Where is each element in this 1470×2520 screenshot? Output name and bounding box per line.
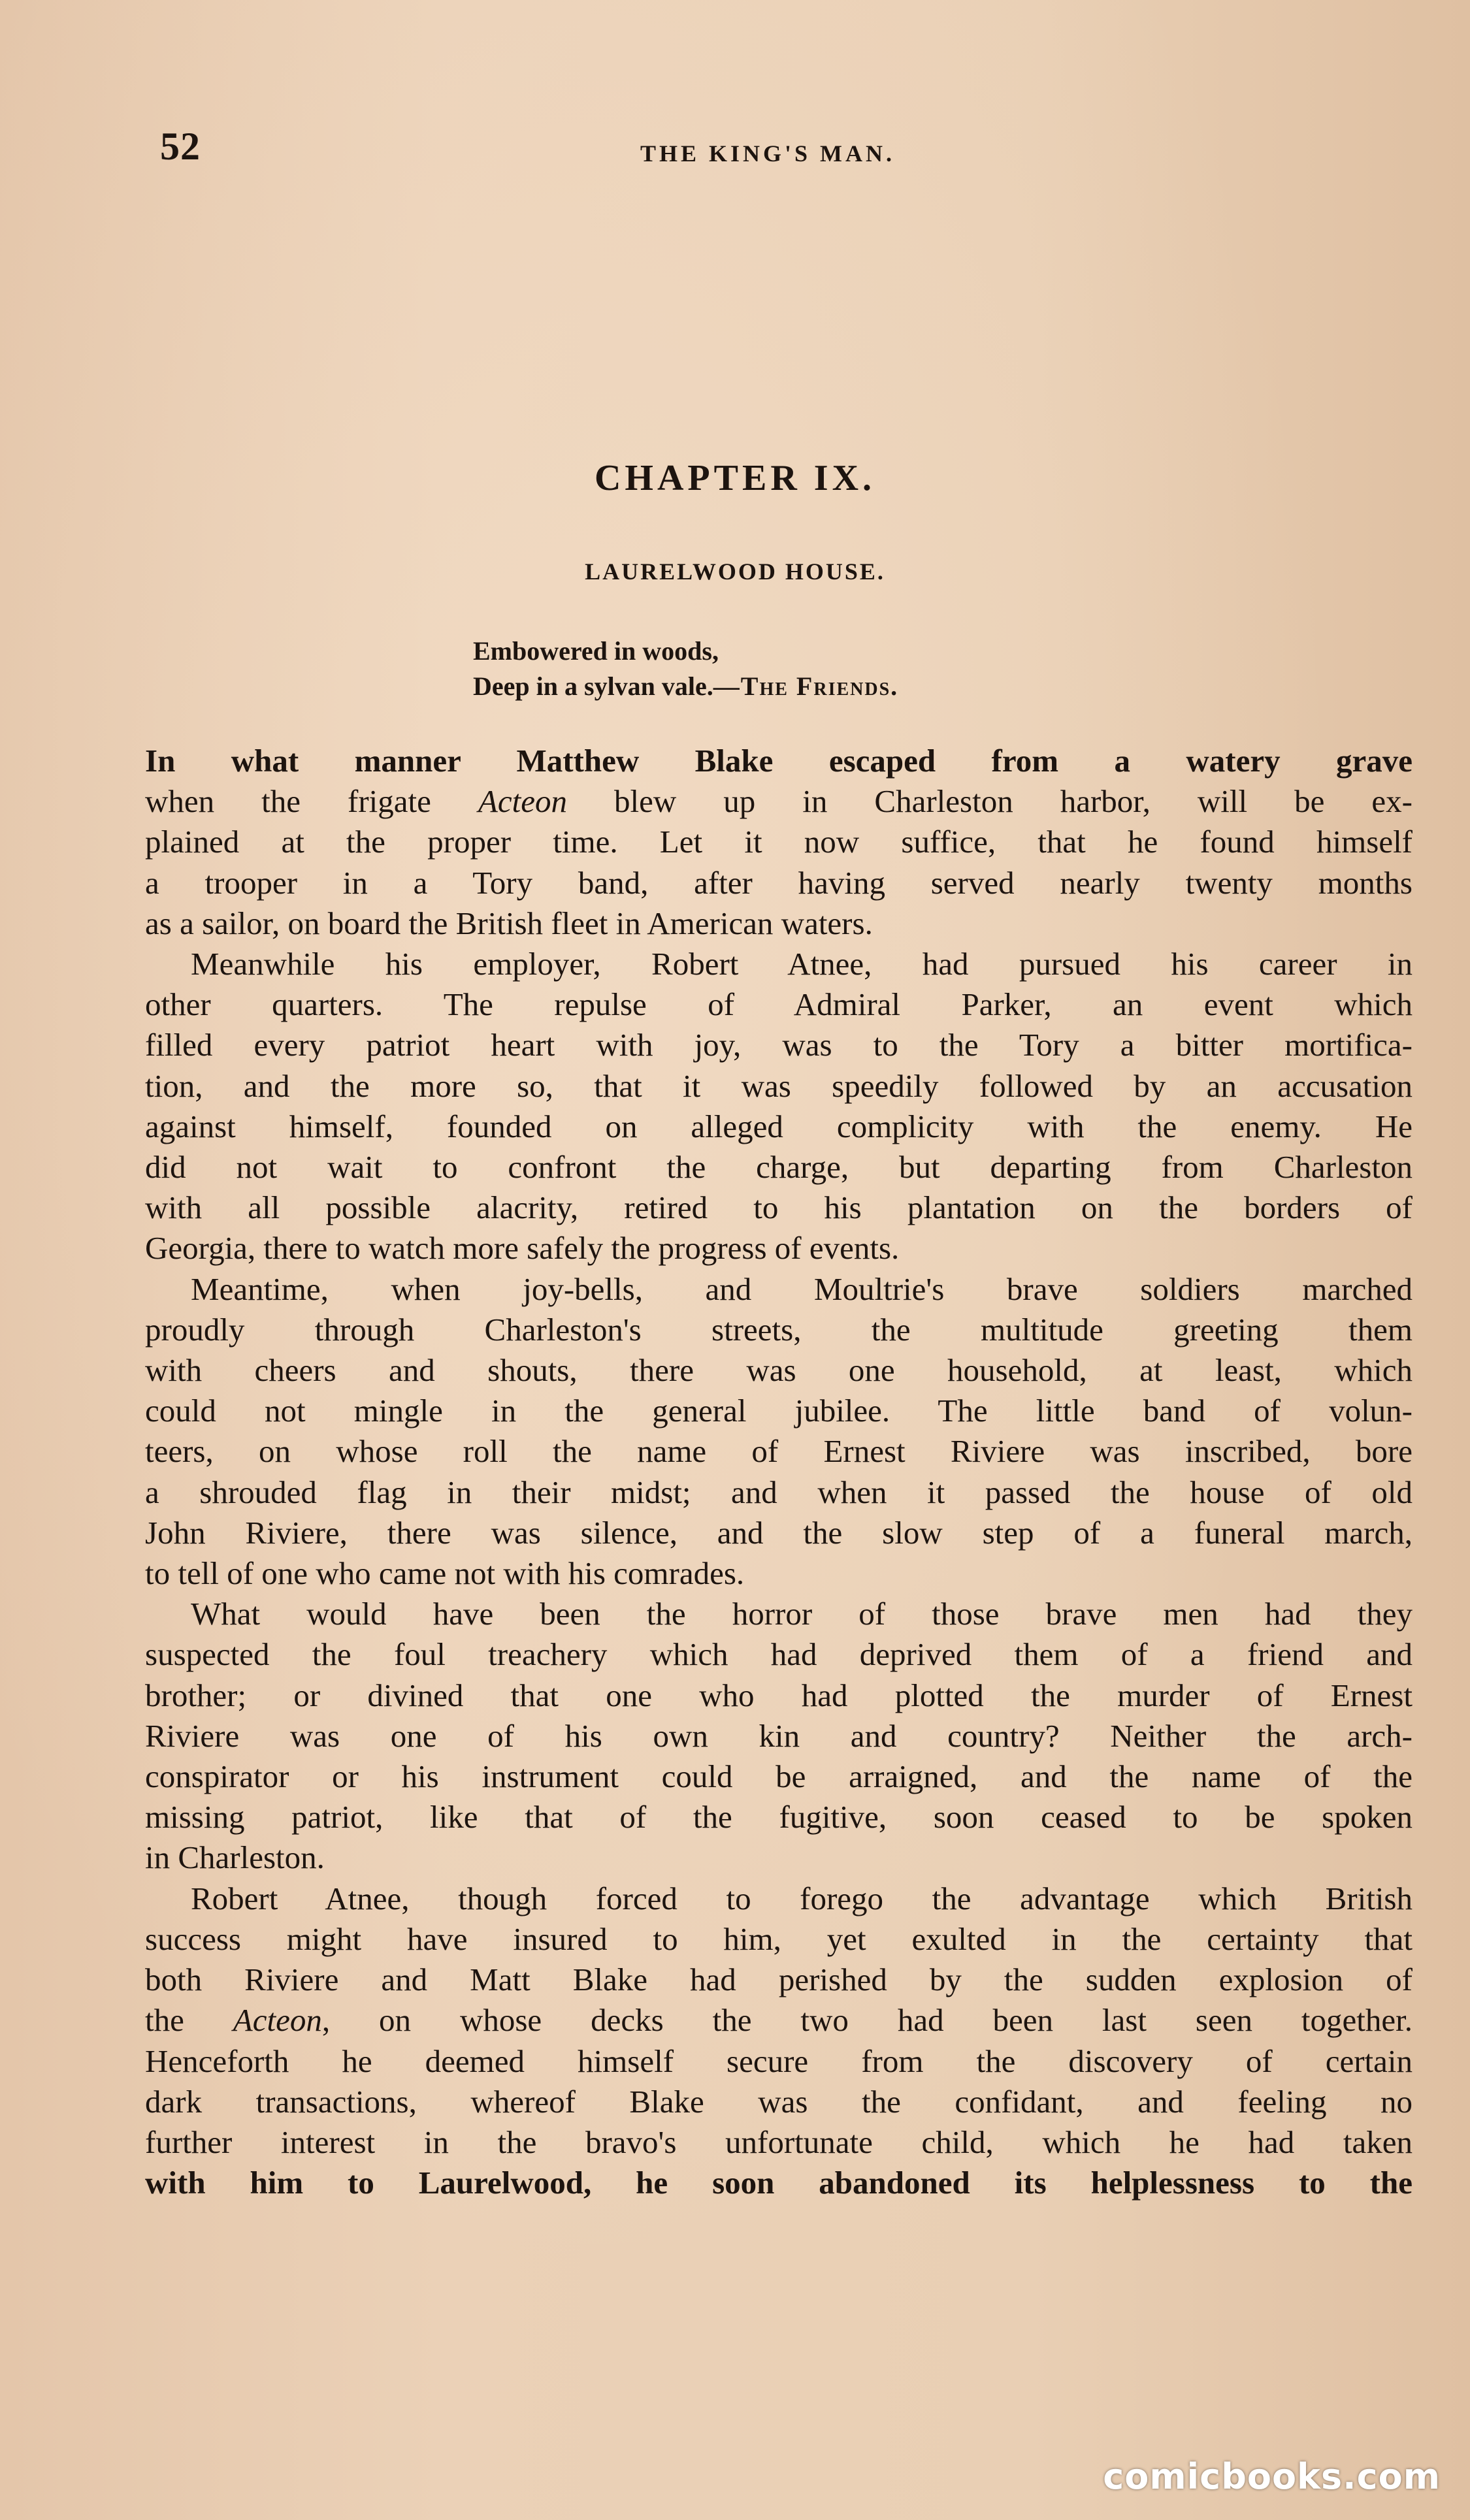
- chapter-subtitle: LAURELWOOD HOUSE.: [585, 558, 885, 585]
- body-line: brother; or divined that one who had plotted the murder of Ernest: [145, 1677, 1413, 1713]
- body-line: against himself, founded on alleged complicity with the enemy. He: [145, 1108, 1413, 1144]
- body-line: dark transactions, whereof Blake was the confidant, and feeling no: [145, 2083, 1413, 2120]
- page-number: 52: [160, 125, 201, 168]
- body-line: Robert Atnee, though forced to forego the advantage which British: [191, 1880, 1413, 1916]
- body-line: with cheers and shouts, there was one household, at least, which: [145, 1352, 1413, 1389]
- epigraph-line-1: Embowered in woods,: [473, 636, 719, 666]
- body-line: proudly through Charleston's streets, the multitude greeting them: [145, 1311, 1413, 1348]
- body-line: In what manner Matthew Blake escaped from a watery grave: [145, 743, 1413, 779]
- body-text: [145, 741, 1413, 2203]
- chapter-title: CHAPTER IX.: [594, 458, 876, 498]
- body-line: plained at the proper time. Let it now suffice, that he found himself: [145, 824, 1413, 860]
- body-line: Georgia, there to watch more safely the progress of events.: [145, 1230, 900, 1267]
- epigraph: [473, 634, 898, 704]
- body-line: tion, and the more so, that it was speedily followed by an accusation: [145, 1067, 1413, 1104]
- body-line: did not wait to confront the charge, but departing from Charleston: [145, 1149, 1413, 1186]
- body-line: Henceforth he deemed himself secure from the discovery of certain: [145, 2043, 1413, 2079]
- epigraph-line-2: [473, 669, 898, 704]
- body-line: when the frigate Acteon blew up in Charleston harbor, will be ex-: [145, 783, 1413, 820]
- body-line: could not mingle in the general jubilee. The little band of volun-: [145, 1393, 1413, 1429]
- body-line: Meantime, when joy-bells, and Moultrie's brave soldiers marched: [191, 1270, 1413, 1307]
- body-line: What would have been the horror of those brave men had they: [191, 1596, 1413, 1632]
- body-line: John Riviere, there was silence, and the slow step of a funeral march,: [145, 1514, 1413, 1551]
- body-line: with all possible alacrity, retired to his plantation on the borders of: [145, 1189, 1413, 1226]
- body-line: as a sailor, on board the British fleet in American waters.: [145, 905, 873, 941]
- body-line: Meanwhile his employer, Robert Atnee, had pursued his career in: [191, 946, 1413, 982]
- epigraph-source: —The Friends.: [713, 671, 899, 701]
- running-title: THE KING'S MAN.: [640, 140, 896, 167]
- body-line: a shrouded flag in their midst; and when it passed the house of old: [145, 1474, 1413, 1510]
- body-line: further interest in the bravo's unfortunate child, which he had taken: [145, 2124, 1413, 2160]
- body-line: conspirator or his instrument could be arraigned, and the name of the: [145, 1758, 1413, 1795]
- body-line: other quarters. The repulse of Admiral Parker, an event which: [145, 986, 1413, 1023]
- body-line: Riviere was one of his own kin and country? Neither the arch-: [145, 1717, 1413, 1754]
- body-line: to tell of one who came not with his comrades.: [145, 1555, 745, 1592]
- body-line: the Acteon, on whose decks the two had been last seen together.: [145, 2002, 1413, 2039]
- epigraph-line-2-text: Deep in a sylvan vale.: [473, 671, 713, 701]
- watermark: comicbooks.com: [1103, 2456, 1441, 2497]
- body-line: both Riviere and Matt Blake had perished by the sudden explosion of: [145, 1962, 1413, 1998]
- body-line: success might have insured to him, yet exulted in the certainty that: [145, 1920, 1413, 1957]
- body-line: in Charleston.: [145, 1839, 325, 1876]
- body-line: missing patriot, like that of the fugitive, soon ceased to be spoken: [145, 1799, 1413, 1835]
- body-line: with him to Laurelwood, he soon abandoned its helplessness to the: [145, 2165, 1413, 2201]
- body-line: a trooper in a Tory band, after having served nearly twenty months: [145, 864, 1413, 901]
- body-line: filled every patriot heart with joy, was to the Tory a bitter mortifica-: [145, 1027, 1413, 1063]
- body-line: teers, on whose roll the name of Ernest Riviere was inscribed, bore: [145, 1433, 1413, 1470]
- body-line: suspected the foul treachery which had deprived them of a friend and: [145, 1636, 1413, 1673]
- show-through-text: [131, 235, 1372, 562]
